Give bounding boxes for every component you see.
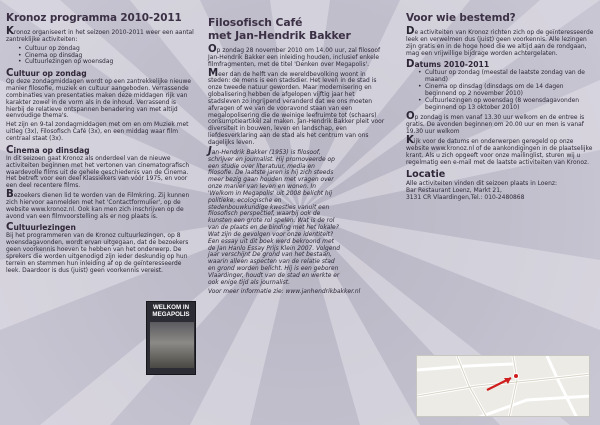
location-pin-icon xyxy=(513,373,519,379)
locatie-line-2: Bar Restaurant Loenz, Markt 21, xyxy=(406,187,502,195)
book-cover-image xyxy=(146,301,196,375)
lezingen-paragraph: Bij het programmeren van de Kronoz cultuurlezingen, op 8 woensdagavonden, wordt ervan uitgegaan, dat de bezoekers geen voorkennis hoeven te hebben van het onderwerp. De sprekers die worden uitgenodigd zijn ieder deskundig op hun terrein en stemmen hun inleiding af op de geïnteresseerde leek. Daardoor is dus (juist) geen voorkennis vereist. xyxy=(6,232,189,274)
megapolis-paragraph: Meer dan de helft van de wereldbevolking woont in steden: de mens is een stadsdier. Het leven in de stad is onze tweede natuur geworden. Maar modernisering en globalisering hebben de afgelopen vijftig jaar het stadsleven zo ingrijpend veranderd dat we ons moeten afvragen of we van de vooravond staan van een megalopolisering die de weinige leefruimte tot (schaars) consumptieartikel zal maken. Jan-Hendrik Bakker pleit voor diversiteit in bouwen, leven en landschap, een liefdesverklaring aan de stad als het centrum van ons dagelijks leven. xyxy=(208,67,385,146)
bio-paragraph: Jan-Hendrik Bakker (1953) is filosoof, schrijver en journalist. Hij promoveerde op een studie over literatuur, media en filosofie. De laatste jaren is hij zich steeds meer bezig gaan houden met vragen over onze manier van leven en wonen. In 'Welkom in Megapolis' uit 2008 belicht hij politieke, ecologische en stedenbouwkundige kwesties vanuit een filosofisch perspectief, waarbij ook de kunsten een grote rol spelen. Wat is de rol van de plaats en de binding met het lokale? Wat zijn de gevolgen voor onze identiteit? Een essay uit dit boek werd bekroond met de Jan Hanlo Essay Prijs Klein 2007. Volgend jaar verschijnt De grond van het bestaan, waarin alleen aspecten van de relatie stad en grond worden belicht. Hij is een geboren Vlaardinger, houdt van de stad en werkte er ook enige tijd als journalist. xyxy=(208,145,340,286)
list-item: • Cinema op dinsdag (dinsdags om de 14 dagen beginnend op 2 november 2010) xyxy=(418,84,594,98)
cafe-title: Filosofisch Café met Jan-Hendrik Bakker xyxy=(208,16,351,42)
website-paragraph: Kijk voor de datums en onderwerpen geregeld op onze website www.kronoz.nl of de aankondigingen in de plaatselijke krant. Als u zich opgeeft voor onze mailinglist, sturen wij u regelmatig een e-mail met de laatste activiteiten van Kronoz. xyxy=(406,134,593,166)
map-streets xyxy=(417,356,590,417)
column-filosofisch-cafe xyxy=(208,0,386,425)
activity-list xyxy=(18,46,194,67)
cultuur-paragraph-2: Het zijn en 9-tal zondagmiddagen met om en om Muziek met uitleg (3x), Filosofisch Café (3x), en een middag waar film centraal staat (3x). xyxy=(6,121,189,142)
list-item: • Cultuurlezingen op woensdag (8 woensdagavonden beginnend op 13 oktober 2010) xyxy=(418,98,594,112)
entree-paragraph: Op zondag is men vanaf 13.30 uur welkom en de entree is gratis. De avonden beginnen om 20.00 uur en men is vanaf 19.30 uur welkom xyxy=(406,111,585,136)
book-cover-photo xyxy=(150,322,194,368)
locatie-line-3: 3131 CR Vlaardingen,Tel.: 010-2480868 xyxy=(406,194,525,202)
cinema-paragraph: In dit seizoen gaat Kronoz als onderdeel van de nieuwe activiteiten beginnen met het vertonen van cinematografisch waardevolle films uit de gehele geschiedenis van de Cinema. Het betreft voor een deel Klassiekers van vóór 1975, en voor een deel recentere films. xyxy=(6,154,190,190)
cultuur-heading: Cultuur op zondag xyxy=(6,68,87,80)
book-title-line-2: MEGAPOLIS xyxy=(152,311,190,318)
location-map xyxy=(416,355,590,417)
datums-list xyxy=(418,70,594,111)
locatie-heading: Locatie xyxy=(406,169,446,181)
programma-title: Kronoz programma 2010-2011 xyxy=(6,12,182,24)
list-item: • Cultuurlezingen op woensdag xyxy=(18,59,194,66)
list-item: • Cultuur op zondag (meestal de laatste zondag van de maand) xyxy=(418,70,594,84)
book-title-line-1: WELKOM IN xyxy=(152,304,190,311)
voor-wie-title: Voor wie bestemd? xyxy=(406,12,516,24)
intro-paragraph: Kronoz organiseert in het seizoen 2010-2011 weer een aantal zantreklijke activiteiten: xyxy=(6,26,194,43)
list-item: • Cultuur op zondag xyxy=(18,46,194,53)
list-item: • Cinema op dinsdag xyxy=(18,53,194,60)
lezingen-heading: Cultuurlezingen xyxy=(6,222,76,234)
more-info-line: Voor meer informatie zie: www.janhendrikbakker.nl xyxy=(208,287,361,295)
datums-heading: Datums 2010-2011 xyxy=(406,59,490,71)
cinema-paragraph-2: Bezoekers dienen lid te worden van de Filmkring. Zij kunnen zich hiervoor aanmelden met het 'Contactformulier', op de website www.kronoz.nl. Ook kan men zich inschrijven op de avond van een filmvoorstelling als er nog plaats is. xyxy=(6,189,190,220)
locatie-line-1: Alle activiteiten vinden dit seizoen plaats in Loenz: xyxy=(406,180,557,188)
voor-wie-paragraph: De activiteiten van Kronoz richten zich op de geïnteresseerde leek en verwelmen dus (juist) geen voorkennis. Alle lezingen zijn gratis en in de hoge hoed die we altijd aan de rondgaan, mag een vrijwillige bijdrage worden achtergelaten. xyxy=(406,26,594,57)
cafe-intro-paragraph: Op zondag 28 november 2010 om 14.00 uur, zal filosoof Jan-Hendrik Bakker een inleiding houden, inclusief enkele filmfragmenten, met de titel 'Denken over Megapolis'. xyxy=(208,44,381,68)
cinema-heading: Cinema op dinsdag xyxy=(6,144,90,156)
cultuur-paragraph: Op deze zondagmiddagen wordt op een zantrekkelijke nieuwe manier filosofie, muziek en cultuur aangeboden. Verrassende combinaties van presentaties maken deze middagen rijk van karakter zowel in de vorm als in de inhoud. Verrassend is hierbij de relatieve ontspannen benadering van met altijd eenvoudige thema's. xyxy=(6,78,192,120)
